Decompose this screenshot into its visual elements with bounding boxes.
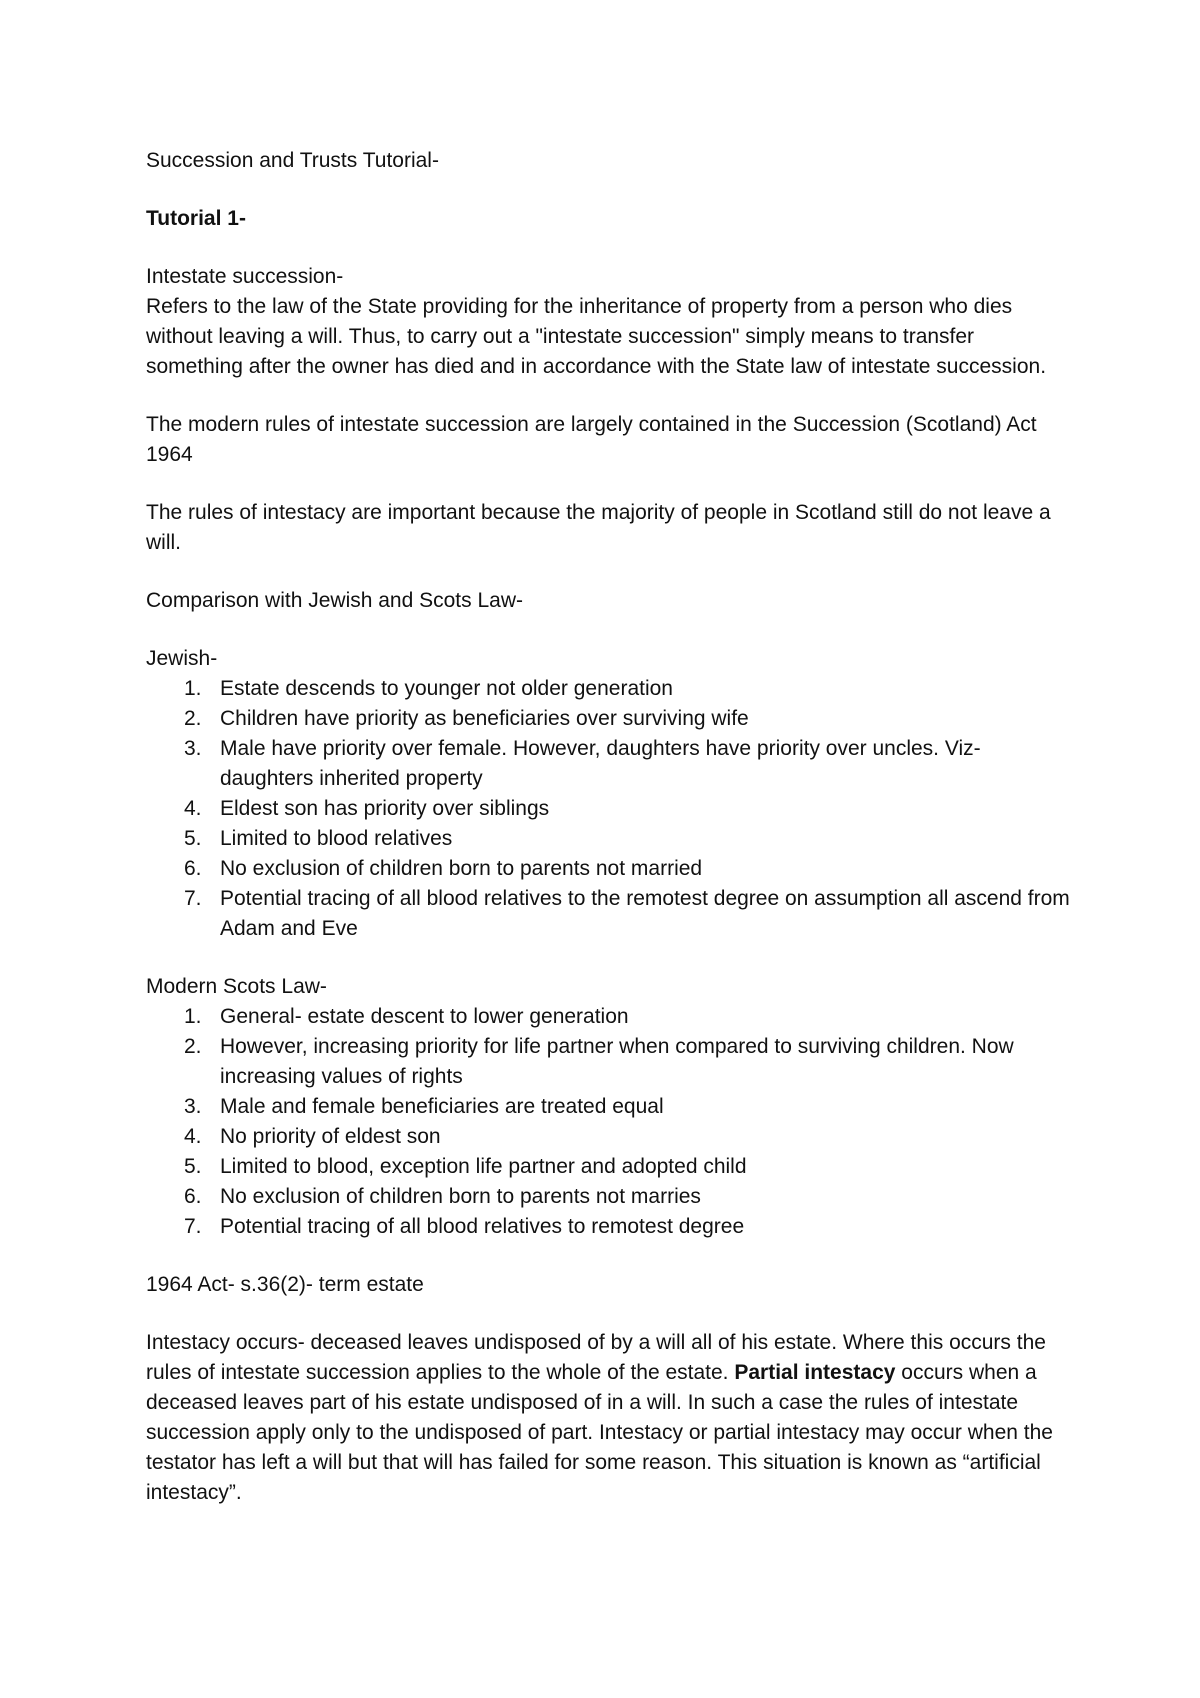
partial-intestacy-term: Partial intestacy	[734, 1361, 896, 1384]
list-item	[146, 1002, 1076, 1032]
list-number: 6.	[184, 1185, 202, 1208]
list-text: Limited to blood relatives	[220, 827, 453, 850]
modern-rules-paragraph: The modern rules of intestate succession are largely contained in the Succession (Scotland) Act 1964	[146, 413, 1037, 466]
list-text: No priority of eldest son	[220, 1125, 441, 1148]
document-page	[146, 146, 1076, 1508]
list-text: Limited to blood, exception life partner and adopted child	[220, 1155, 747, 1178]
list-item	[146, 1122, 1076, 1152]
list-text: Male and female beneficiaries are treated equal	[220, 1095, 664, 1118]
list-number: 3.	[184, 737, 202, 760]
list-item	[146, 1212, 1076, 1242]
jewish-list	[146, 674, 1076, 944]
list-text: No exclusion of children born to parents not married	[220, 857, 703, 880]
list-number: 2.	[184, 707, 202, 730]
list-item	[146, 794, 1076, 824]
list-item	[146, 854, 1076, 884]
importance-paragraph: The rules of intestacy are important because the majority of people in Scotland still do not leave a will.	[146, 501, 1051, 554]
list-item	[146, 884, 1076, 944]
list-item	[146, 734, 1076, 794]
list-number: 7.	[184, 1215, 202, 1238]
jewish-heading: Jewish-	[146, 647, 218, 670]
document-title: Succession and Trusts Tutorial-	[146, 149, 439, 172]
list-item	[146, 704, 1076, 734]
list-number: 1.	[184, 1005, 202, 1028]
list-number: 7.	[184, 887, 202, 910]
list-text: However, increasing priority for life partner when compared to surviving children. Now increasing values of rights	[220, 1035, 1014, 1088]
list-text: Male have priority over female. However, daughters have priority over uncles. Viz- daughters inherited property	[220, 737, 981, 790]
intestacy-text-part1: Intestacy occurs- deceased leaves undisposed of by a will all of his estate. Where this occurs the rules of intestate succession applies to the whole of the estate.	[146, 1331, 1046, 1384]
list-number: 3.	[184, 1095, 202, 1118]
list-text: Children have priority as beneficiaries over surviving wife	[220, 707, 749, 730]
list-item	[146, 824, 1076, 854]
list-number: 2.	[184, 1035, 202, 1058]
list-text: Potential tracing of all blood relatives to the remotest degree on assumption all ascend from Adam and Eve	[220, 887, 1070, 940]
list-item	[146, 1152, 1076, 1182]
comparison-heading: Comparison with Jewish and Scots Law-	[146, 589, 523, 612]
intestacy-text-part2: occurs when a deceased leaves part of his estate undisposed of in a will. In such a case the rules of intestate succession apply only to the undisposed of part. Intestacy or partial intestacy may occur when the testator has left a will but that will has failed for some reason. This situation is known as “artificial intestacy”.	[146, 1361, 1053, 1504]
intestate-heading: Intestate succession-	[146, 265, 344, 288]
list-text: Eldest son has priority over siblings	[220, 797, 550, 820]
list-number: 5.	[184, 1155, 202, 1178]
tutorial-heading: Tutorial 1-	[146, 207, 246, 230]
intestacy-paragraph	[146, 1328, 1076, 1508]
scots-list	[146, 1002, 1076, 1242]
list-number: 4.	[184, 1125, 202, 1148]
list-number: 4.	[184, 797, 202, 820]
list-text: Potential tracing of all blood relatives to remotest degree	[220, 1215, 745, 1238]
list-item	[146, 1182, 1076, 1212]
list-text: Estate descends to younger not older generation	[220, 677, 673, 700]
list-number: 5.	[184, 827, 202, 850]
list-text: No exclusion of children born to parents not marries	[220, 1185, 701, 1208]
intestate-definition: Refers to the law of the State providing for the inheritance of property from a person who dies without leaving a will. Thus, to carry out a "intestate succession" simply means to transfer something after the owner has died and in accordance with the State law of intestate succession.	[146, 295, 1047, 378]
list-number: 6.	[184, 857, 202, 880]
scots-heading: Modern Scots Law-	[146, 975, 327, 998]
list-text: General- estate descent to lower generation	[220, 1005, 629, 1028]
list-item	[146, 674, 1076, 704]
list-item	[146, 1032, 1076, 1092]
list-item	[146, 1092, 1076, 1122]
act-reference: 1964 Act- s.36(2)- term estate	[146, 1273, 424, 1296]
list-number: 1.	[184, 677, 202, 700]
